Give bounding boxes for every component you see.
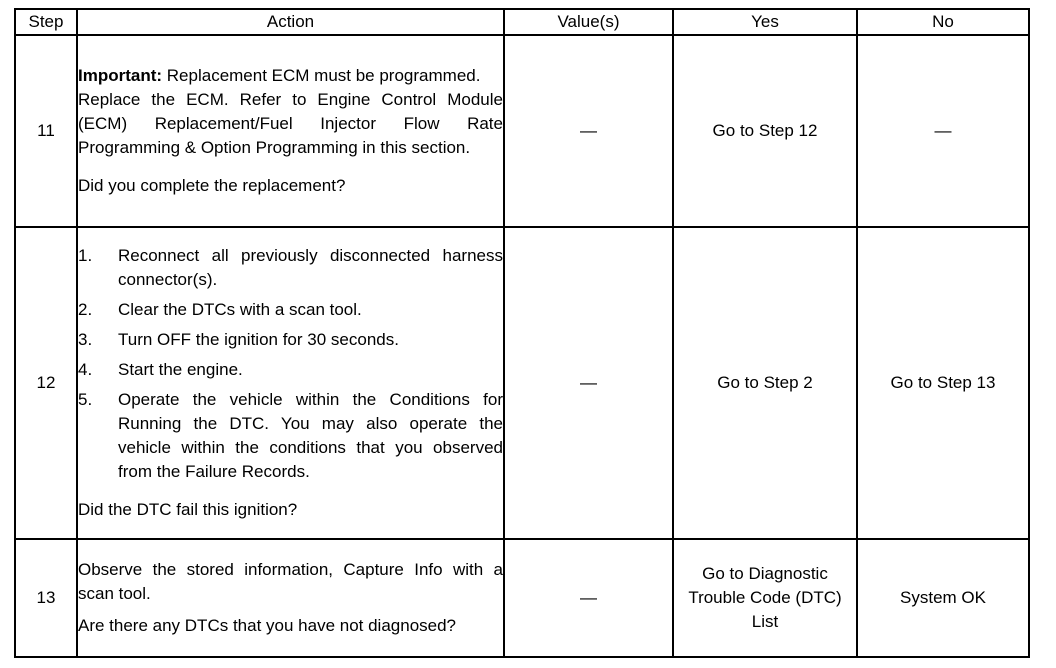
list-item [78, 388, 503, 484]
table-row [15, 227, 1029, 539]
item-number: 2. [78, 300, 93, 319]
value-cell: — [504, 227, 673, 539]
item-text: Start the engine. [118, 360, 243, 379]
instruction-text: Replace the ECM. Refer to Engine Control Module (ECM) Replacement/Fuel Injector Flow Rate Programming & Option Programming in this section. [78, 90, 503, 157]
procedure-list [78, 244, 503, 484]
step-number: 13 [15, 539, 77, 657]
important-note [78, 64, 503, 88]
table-row [15, 539, 1029, 657]
yes-cell: Go to Step 2 [673, 227, 857, 539]
action-cell [77, 35, 504, 227]
instruction-text: Observe the stored information, Capture Info with a scan tool. [78, 560, 503, 603]
action-cell [77, 539, 504, 657]
item-number: 1. [78, 246, 93, 265]
diagnostic-table [14, 8, 1030, 658]
question-text: Did you complete the replacement? [78, 176, 346, 195]
question-text: Did the DTC fail this ignition? [78, 500, 298, 519]
header-action: Action [77, 9, 504, 35]
value-cell: — [504, 539, 673, 657]
list-item [78, 328, 503, 352]
header-values: Value(s) [504, 9, 673, 35]
header-step: Step [15, 9, 77, 35]
value-cell: — [504, 35, 673, 227]
table-row [15, 35, 1029, 227]
no-cell: System OK [857, 539, 1029, 657]
header-yes: Yes [673, 9, 857, 35]
question-text: Are there any DTCs that you have not diagnosed? [78, 616, 457, 635]
header-no: No [857, 9, 1029, 35]
item-text: Operate the vehicle within the Conditions for Running the DTC. You may also operate the vehicle within the conditions that you observed from the Failure Records. [118, 390, 503, 481]
item-number: 3. [78, 330, 93, 349]
step-number: 12 [15, 227, 77, 539]
step-number: 11 [15, 35, 77, 227]
yes-cell: Go to Diagnostic Trouble Code (DTC) List [673, 539, 857, 657]
action-cell [77, 227, 504, 539]
list-item [78, 358, 503, 382]
list-item [78, 244, 503, 292]
item-text: Turn OFF the ignition for 30 seconds. [118, 330, 399, 349]
yes-cell: Go to Step 12 [673, 35, 857, 227]
list-item [78, 298, 503, 322]
important-label: Important: [78, 66, 163, 85]
header-row [15, 9, 1029, 35]
important-text: Replacement ECM must be programmed. [162, 66, 481, 85]
item-number: 4. [78, 360, 93, 379]
no-cell: — [857, 35, 1029, 227]
no-cell: Go to Step 13 [857, 227, 1029, 539]
item-text: Reconnect all previously disconnected harness connector(s). [118, 246, 503, 289]
item-text: Clear the DTCs with a scan tool. [118, 300, 362, 319]
item-number: 5. [78, 390, 93, 409]
